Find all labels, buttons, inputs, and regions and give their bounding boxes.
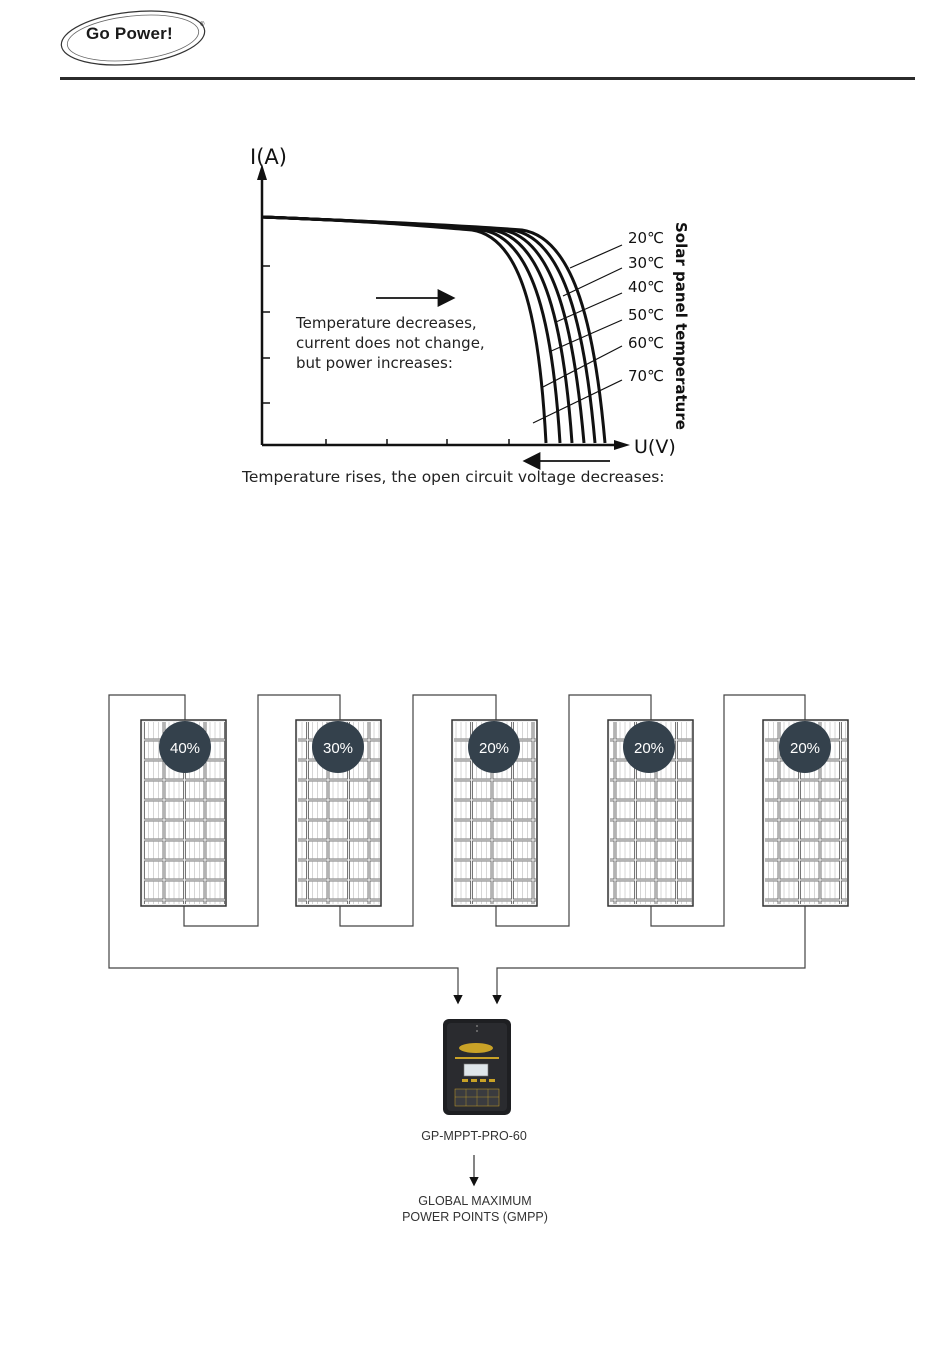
svg-text:Temperature decreases,: Temperature decreases, [296, 314, 477, 332]
logo-text: Go Power! [86, 24, 173, 43]
y-axis-label: I(A) [250, 145, 287, 169]
svg-text:current does not change,: current does not change, [296, 334, 485, 352]
shade-label-4: 20% [633, 740, 665, 757]
temp-label-70: 70℃ [628, 367, 664, 385]
temp-label-60: 60℃ [628, 334, 664, 352]
shade-badges [159, 721, 831, 773]
bottom-caption: Temperature rises, the open circuit voltage decreases: [242, 468, 665, 486]
x-axis-label: U(V) [634, 436, 676, 458]
mppt-controller-image [443, 1019, 511, 1115]
shade-label-1: 40% [169, 740, 201, 757]
svg-text:but power increases:: but power increases: [296, 354, 453, 372]
shade-label-5: 20% [789, 740, 821, 757]
shade-label-2: 30% [322, 740, 354, 757]
logo-registered-mark: ® [200, 22, 205, 28]
controller-label: GP-MPPT-PRO-60 [421, 1129, 527, 1143]
gmpp-label-line-1: GLOBAL MAXIMUM [418, 1194, 532, 1208]
shade-label-3: 20% [478, 740, 510, 757]
temp-label-20: 20℃ [628, 229, 664, 247]
temp-label-40: 40℃ [628, 278, 664, 296]
temp-label-50: 50℃ [628, 306, 664, 324]
side-label-solar-panel-temperature: Solar panel temperature [672, 222, 690, 430]
temp-label-30: 30℃ [628, 254, 664, 272]
gmpp-label-line-2: POWER POINTS (GMPP) [402, 1210, 548, 1224]
